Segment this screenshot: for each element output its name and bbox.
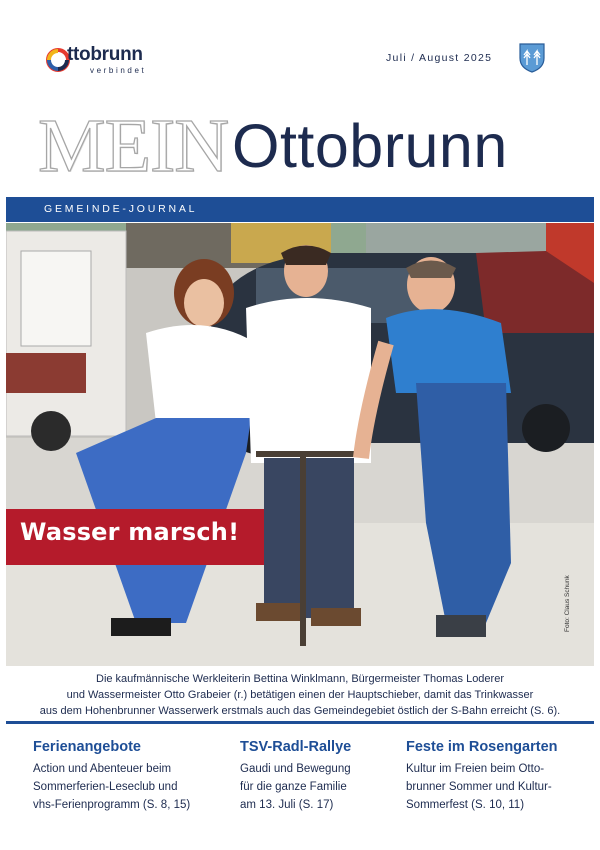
cover-headline-box	[6, 509, 264, 565]
section-label: GEMEINDE-JOURNAL	[44, 203, 198, 215]
teaser-text: vhs-Ferienprogramm (S. 8, 15)	[33, 799, 191, 811]
section-band	[6, 197, 594, 222]
teaser-text: Sommerfest (S. 10, 11)	[406, 799, 525, 811]
teaser-text: Action und Abenteuer beim	[33, 763, 172, 775]
teaser-text: brunner Sommer und Kultur-	[406, 781, 552, 793]
masthead-prefix: MEIN	[38, 104, 229, 188]
teaser-rosengarten[interactable]	[406, 739, 586, 814]
caption-line: aus dem Hohenbrunner Wasserwerk erstmals auch das Gemeindegebiet östlich der S-Bahn erreicht (S. 6).	[39, 705, 561, 717]
teaser-title: TSV-Radl-Rallye	[240, 739, 352, 755]
ottobrunn-logo	[46, 44, 176, 78]
teaser-text: für die ganze Familie	[240, 781, 347, 793]
teaser-title: Feste im Rosengarten	[406, 739, 558, 755]
caption-line: Die kaufmännische Werkleiterin Bettina Winklmann, Bürgermeister Thomas Loderer	[96, 673, 504, 685]
teaser-text: am 13. Juli (S. 17)	[240, 799, 334, 811]
teaser-text: Kultur im Freien beim Otto-	[406, 763, 545, 775]
photo-caption	[12, 671, 588, 719]
teaser-text: Sommerferien-Leseclub und	[33, 781, 178, 793]
municipal-crest-icon	[519, 43, 545, 73]
issue-date: Juli / August 2025	[386, 52, 493, 64]
cover-photo	[6, 223, 594, 666]
teaser-ferienangebote[interactable]	[33, 739, 213, 814]
logo-wordmark: ttobrunn	[67, 44, 143, 65]
logo-tagline: verbindet	[90, 66, 147, 75]
cover-headline: Wasser marsch!	[20, 518, 240, 546]
caption-line: und Wassermeister Otto Grabeier (r.) betätigen einen der Hauptschieber, damit das Trinkwasser	[66, 689, 534, 701]
teaser-text: Gaudi und Bewegung	[240, 763, 351, 775]
masthead-title: Ottobrunn	[232, 112, 508, 180]
teaser-radl-rallye[interactable]	[240, 739, 420, 814]
teaser-title: Ferienangebote	[33, 739, 141, 755]
photo-credit: Foto: Claus Schunk	[564, 575, 571, 632]
divider-rule	[6, 721, 594, 724]
